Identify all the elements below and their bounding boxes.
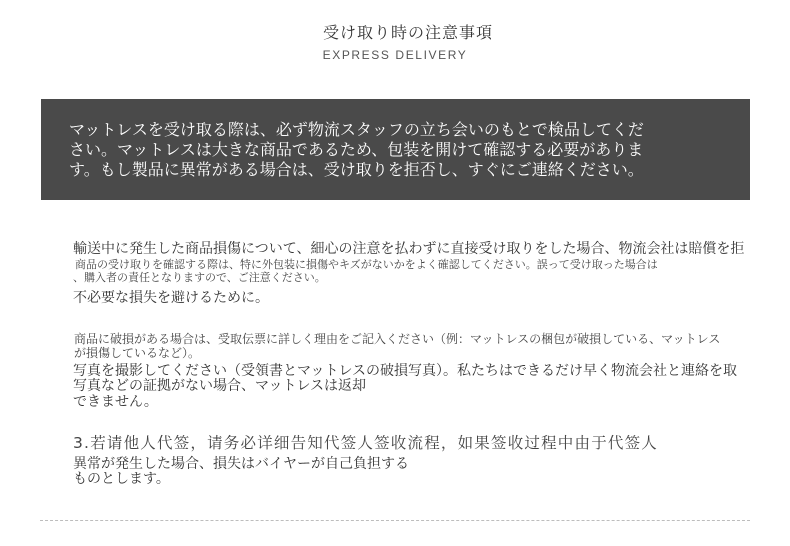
section-3-line-1: 3.若请他人代签，请务必详细告知代签人签收流程，如果签收过程中由于代签人	[73, 434, 658, 452]
notice-line: マットレスを受け取る際は、必ず物流スタッフの立ち会いのもとで検品してくだ	[69, 120, 644, 139]
section-2-line-5: できません。	[73, 394, 158, 410]
page-subtitle: EXPRESS DELIVERY	[322, 48, 468, 62]
section-2-line-2: が損傷しているなど）。	[74, 346, 201, 360]
dashed-divider	[40, 520, 750, 521]
notice-line: す。もし製品に異常がある場合は、受け取りを拒否し、すぐにご連絡ください。	[69, 160, 644, 179]
section-3-line-2: 異常が発生した場合、損失はバイヤーが自己負担する	[73, 456, 409, 472]
section-1-line-2: 商品の受け取りを確認する際は、特に外包装に損傷やキズがないかをよく確認してください。誤って受け取った場合は	[75, 258, 658, 271]
section-1-line-3: 、購入者の責任となりますので、ご注意ください。	[73, 271, 326, 284]
section-3-line-3: ものとします。	[73, 471, 170, 487]
section-2-line-1: 商品に破損がある場合は、受取伝票に詳しく理由をご記入ください（例：マットレスの梱包が破損している、マットレス	[74, 332, 721, 346]
notice-banner	[41, 99, 750, 200]
section-1-line-4: 不必要な損失を避けるために。	[73, 290, 269, 306]
notice-line: さい。マットレスは大きな商品であるため、包装を開けて確認する必要がありま	[69, 140, 644, 159]
page-title: 受け取り時の注意事項	[322, 23, 493, 42]
section-2-line-4: 写真などの証拠がない場合、マットレスは返却	[73, 378, 367, 394]
section-2-line-3: 写真を撮影してください（受領書とマットレスの破損写真）。私たちはできるだけ早く物流会社と連絡を取	[73, 363, 738, 379]
section-1-line-1: 輸送中に発生した商品損傷について、細心の注意を払わずに直接受け取りをした場合、物流会社は賠償を拒	[73, 241, 745, 257]
